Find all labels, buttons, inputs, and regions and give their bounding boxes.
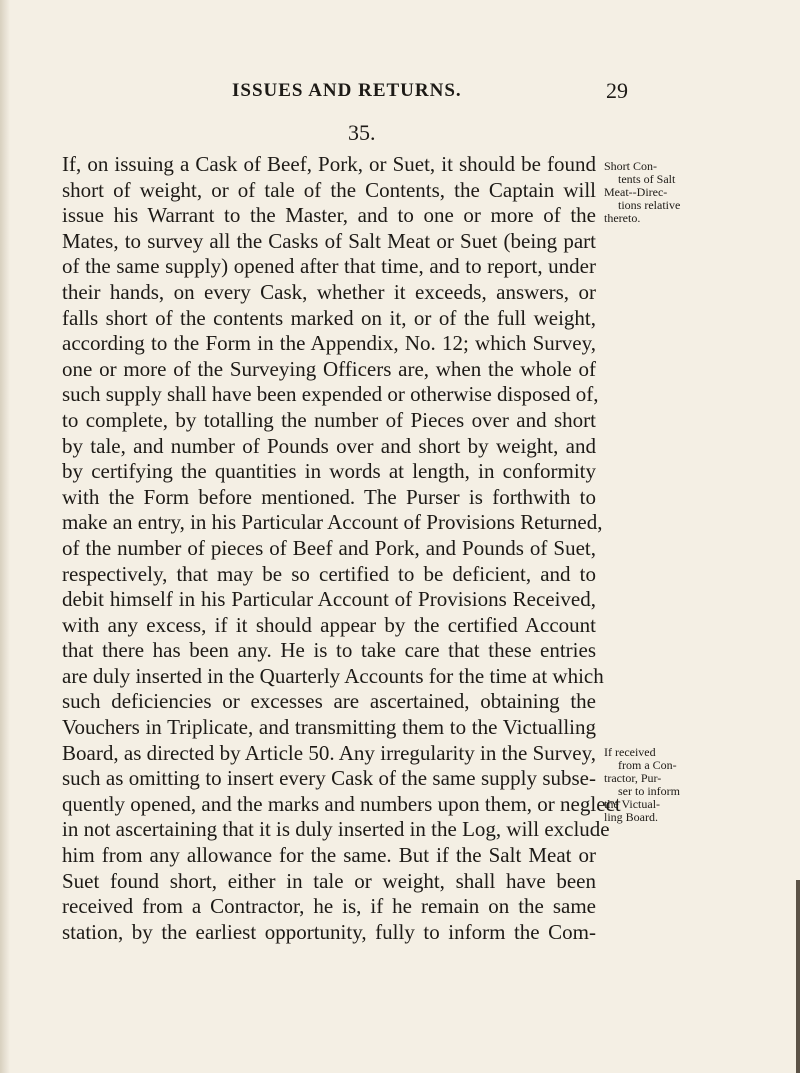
body-line: short of weight, or of tale of the Contents, the Captain will — [62, 177, 596, 202]
marginal-line: tions relative — [618, 198, 681, 212]
body-line: in not ascertaining that it is duly inserted in the Log, will exclude — [62, 817, 610, 842]
body-line: by certifying the quantities in words at length, in conformity — [62, 459, 596, 484]
body-line: that there has been any. He is to take care that these entries — [62, 638, 596, 663]
marginal-line: from a Con- — [618, 758, 677, 772]
marginal-line: tents of Salt — [618, 172, 676, 186]
body-line: with any excess, if it should appear by the certified Account — [62, 612, 596, 637]
page-edge-shadow — [796, 880, 800, 1073]
body-line: make an entry, in his Particular Account of Provisions Returned, — [62, 510, 603, 535]
article-number: 35. — [348, 120, 376, 145]
marginal-line: Meat--Direc- — [604, 185, 668, 199]
page-gutter-shadow — [0, 0, 10, 1073]
marginal-line: If received — [604, 745, 656, 759]
marginal-line: the Victual- — [604, 797, 661, 811]
marginal-line: tractor, Pur- — [604, 771, 662, 785]
body-line: to complete, by totalling the number of Pieces over and short — [62, 407, 596, 432]
body-line: such deficiencies or excesses are ascertained, obtaining the — [62, 689, 596, 714]
running-title: ISSUES AND RETURNS. — [232, 80, 462, 101]
marginal-line: Short Con- — [604, 159, 658, 173]
body-line: are duly inserted in the Quarterly Accounts for the time at which — [62, 663, 604, 688]
marginal-line: ser to inform — [618, 784, 680, 798]
article-body — [62, 152, 621, 945]
body-line: Vouchers in Triplicate, and transmitting them to the Victualling — [62, 715, 596, 740]
marginal-note-short-contents — [604, 160, 714, 225]
body-line: debit himself in his Particular Account of Provisions Received, — [62, 587, 596, 612]
body-line: him from any allowance for the same. But if the Salt Meat or — [62, 843, 596, 868]
marginal-note-contractor — [604, 746, 714, 824]
body-line: with the Form before mentioned. The Purser is forthwith to — [62, 484, 596, 509]
body-line: Mates, to survey all the Casks of Salt Meat or Suet (being part — [62, 228, 596, 253]
body-line: by tale, and number of Pounds over and short by weight, and — [62, 433, 596, 458]
body-line: received from a Contractor, he is, if he remain on the same — [62, 894, 596, 919]
body-line: issue his Warrant to the Master, and to one or more of the — [62, 203, 596, 228]
body-line: station, by the earliest opportunity, fully to inform the Com- — [62, 919, 596, 944]
page-header — [0, 80, 800, 110]
body-line: according to the Form in the Appendix, No. 12; which Survey, — [62, 331, 596, 356]
body-line: If, on issuing a Cask of Beef, Pork, or Suet, it should be found — [62, 152, 596, 176]
marginal-line: ling Board. — [604, 810, 658, 824]
body-line: quently opened, and the marks and numbers upon them, or neglect — [62, 791, 621, 816]
page-number: 29 — [606, 78, 628, 103]
body-line: respectively, that may be so certified to be deficient, and to — [62, 561, 596, 586]
body-line: one or more of the Surveying Officers are, when the whole of — [62, 356, 596, 381]
body-line: Board, as directed by Article 50. Any irregularity in the Survey, — [62, 740, 596, 765]
body-line: falls short of the contents marked on it, or of the full weight, — [62, 305, 596, 330]
body-line: of the same supply) opened after that time, and to report, under — [62, 254, 596, 279]
body-line: such supply shall have been expended or otherwise disposed of, — [62, 382, 599, 407]
body-line: their hands, on every Cask, whether it exceeds, answers, or — [62, 279, 596, 304]
body-line: Suet found short, either in tale or weight, shall have been — [62, 868, 596, 893]
body-line: such as omitting to insert every Cask of the same supply subse- — [62, 766, 596, 791]
marginal-line: thereto. — [604, 211, 641, 225]
body-line: of the number of pieces of Beef and Pork, and Pounds of Suet, — [62, 535, 596, 560]
